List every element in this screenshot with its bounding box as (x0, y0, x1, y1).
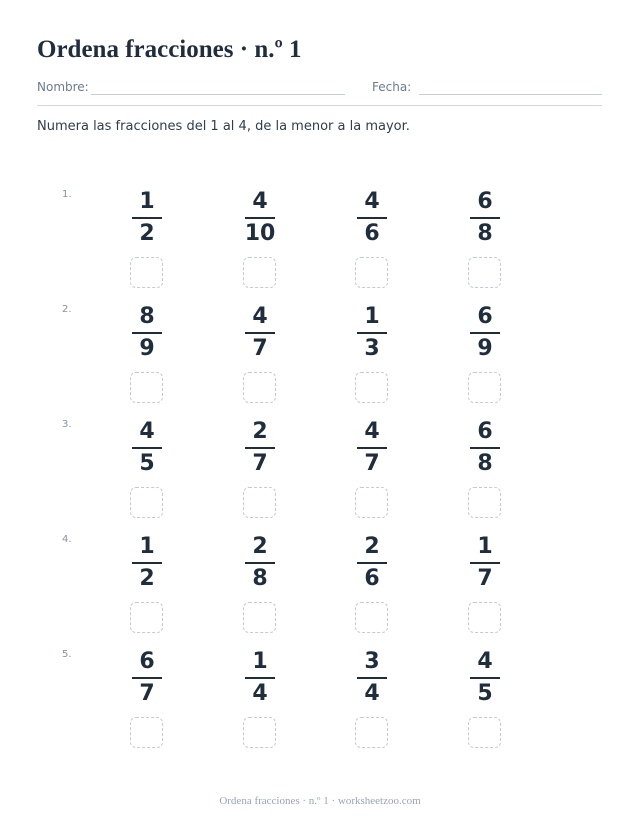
fraction-bar (245, 332, 275, 334)
fraction (127, 649, 167, 707)
fraction-denominator: 8 (477, 221, 493, 246)
fraction (465, 649, 505, 707)
fraction (352, 534, 392, 592)
answer-box[interactable] (243, 717, 276, 748)
fraction (465, 304, 505, 362)
header-divider (37, 105, 602, 106)
fraction-denominator: 8 (252, 566, 268, 591)
fraction-denominator: 9 (139, 336, 155, 361)
fraction-numerator: 6 (477, 419, 493, 444)
date-label: Fecha: (372, 80, 412, 94)
answer-box[interactable] (243, 602, 276, 633)
fraction (352, 189, 392, 247)
fraction (240, 189, 280, 247)
answer-box[interactable] (355, 717, 388, 748)
fraction-numerator: 1 (139, 534, 155, 559)
fraction-denominator: 3 (364, 336, 380, 361)
fraction-denominator: 7 (139, 681, 155, 706)
fraction-numerator: 2 (252, 419, 268, 444)
fraction (465, 534, 505, 592)
fraction-numerator: 4 (477, 649, 493, 674)
fraction-denominator: 4 (252, 681, 268, 706)
fraction (240, 419, 280, 477)
answer-box[interactable] (243, 372, 276, 403)
fraction-bar (357, 332, 387, 334)
fraction-bar (132, 677, 162, 679)
fraction (240, 649, 280, 707)
name-label: Nombre: (37, 80, 89, 94)
page-title: Ordena fracciones · n.º 1 (37, 36, 302, 63)
fraction-denominator: 4 (364, 681, 380, 706)
answer-box[interactable] (130, 717, 163, 748)
row-number: 1. (62, 189, 72, 200)
header-fields (37, 80, 602, 102)
fraction-bar (245, 677, 275, 679)
fraction-bar (470, 677, 500, 679)
fraction (127, 304, 167, 362)
fraction-numerator: 3 (364, 649, 380, 674)
fraction-numerator: 2 (364, 534, 380, 559)
fraction-numerator: 6 (477, 304, 493, 329)
fraction-numerator: 4 (364, 419, 380, 444)
fraction-numerator: 4 (139, 419, 155, 444)
fraction-bar (470, 332, 500, 334)
answer-box[interactable] (355, 602, 388, 633)
fraction-denominator: 7 (252, 336, 268, 361)
fraction (465, 189, 505, 247)
fraction (465, 419, 505, 477)
answer-box[interactable] (243, 257, 276, 288)
fraction-numerator: 4 (252, 189, 268, 214)
fraction-numerator: 1 (364, 304, 380, 329)
fraction (352, 649, 392, 707)
fraction (240, 534, 280, 592)
fraction-bar (132, 217, 162, 219)
fraction (352, 419, 392, 477)
fraction-denominator: 7 (477, 566, 493, 591)
row-number: 2. (62, 304, 72, 315)
fraction-bar (132, 562, 162, 564)
fraction-bar (357, 447, 387, 449)
row-number: 5. (62, 649, 72, 660)
fraction (352, 304, 392, 362)
fraction-numerator: 8 (139, 304, 155, 329)
answer-box[interactable] (355, 372, 388, 403)
fraction-numerator: 6 (139, 649, 155, 674)
answer-box[interactable] (468, 257, 501, 288)
fraction (240, 304, 280, 362)
fraction-denominator: 6 (364, 566, 380, 591)
fraction-bar (132, 332, 162, 334)
fraction (127, 189, 167, 247)
fraction-denominator: 9 (477, 336, 493, 361)
fraction-bar (132, 447, 162, 449)
fraction-bar (357, 217, 387, 219)
answer-box[interactable] (355, 257, 388, 288)
row-number: 3. (62, 419, 72, 430)
name-field[interactable] (91, 94, 345, 95)
fraction-numerator: 1 (252, 649, 268, 674)
answer-box[interactable] (468, 602, 501, 633)
fraction-denominator: 5 (139, 451, 155, 476)
fraction-bar (357, 562, 387, 564)
answer-box[interactable] (468, 487, 501, 518)
footer: Ordena fracciones · n.º 1 · worksheetzoo.com (219, 795, 421, 807)
answer-box[interactable] (130, 487, 163, 518)
fraction-bar (470, 562, 500, 564)
fraction-denominator: 10 (244, 221, 276, 246)
fraction-numerator: 4 (364, 189, 380, 214)
answer-box[interactable] (355, 487, 388, 518)
fraction-denominator: 7 (252, 451, 268, 476)
date-field[interactable] (419, 94, 602, 95)
fraction-denominator: 2 (139, 566, 155, 591)
row-number: 4. (62, 534, 72, 545)
fraction-denominator: 7 (364, 451, 380, 476)
fraction-numerator: 1 (477, 534, 493, 559)
fraction-numerator: 2 (252, 534, 268, 559)
answer-box[interactable] (468, 717, 501, 748)
fraction-bar (470, 447, 500, 449)
fraction-bar (470, 217, 500, 219)
answer-box[interactable] (130, 257, 163, 288)
answer-box[interactable] (130, 372, 163, 403)
answer-box[interactable] (468, 372, 501, 403)
fraction-denominator: 8 (477, 451, 493, 476)
fraction-denominator: 6 (364, 221, 380, 246)
fraction-bar (245, 217, 275, 219)
answer-box[interactable] (243, 487, 276, 518)
fraction (127, 419, 167, 477)
answer-box[interactable] (130, 602, 163, 633)
fraction-denominator: 2 (139, 221, 155, 246)
fraction-numerator: 4 (252, 304, 268, 329)
fraction-bar (245, 447, 275, 449)
instructions: Numera las fracciones del 1 al 4, de la menor a la mayor. (37, 119, 410, 134)
fraction-bar (357, 677, 387, 679)
fraction-denominator: 5 (477, 681, 493, 706)
fraction-bar (245, 562, 275, 564)
fraction (127, 534, 167, 592)
fraction-numerator: 6 (477, 189, 493, 214)
fraction-numerator: 1 (139, 189, 155, 214)
